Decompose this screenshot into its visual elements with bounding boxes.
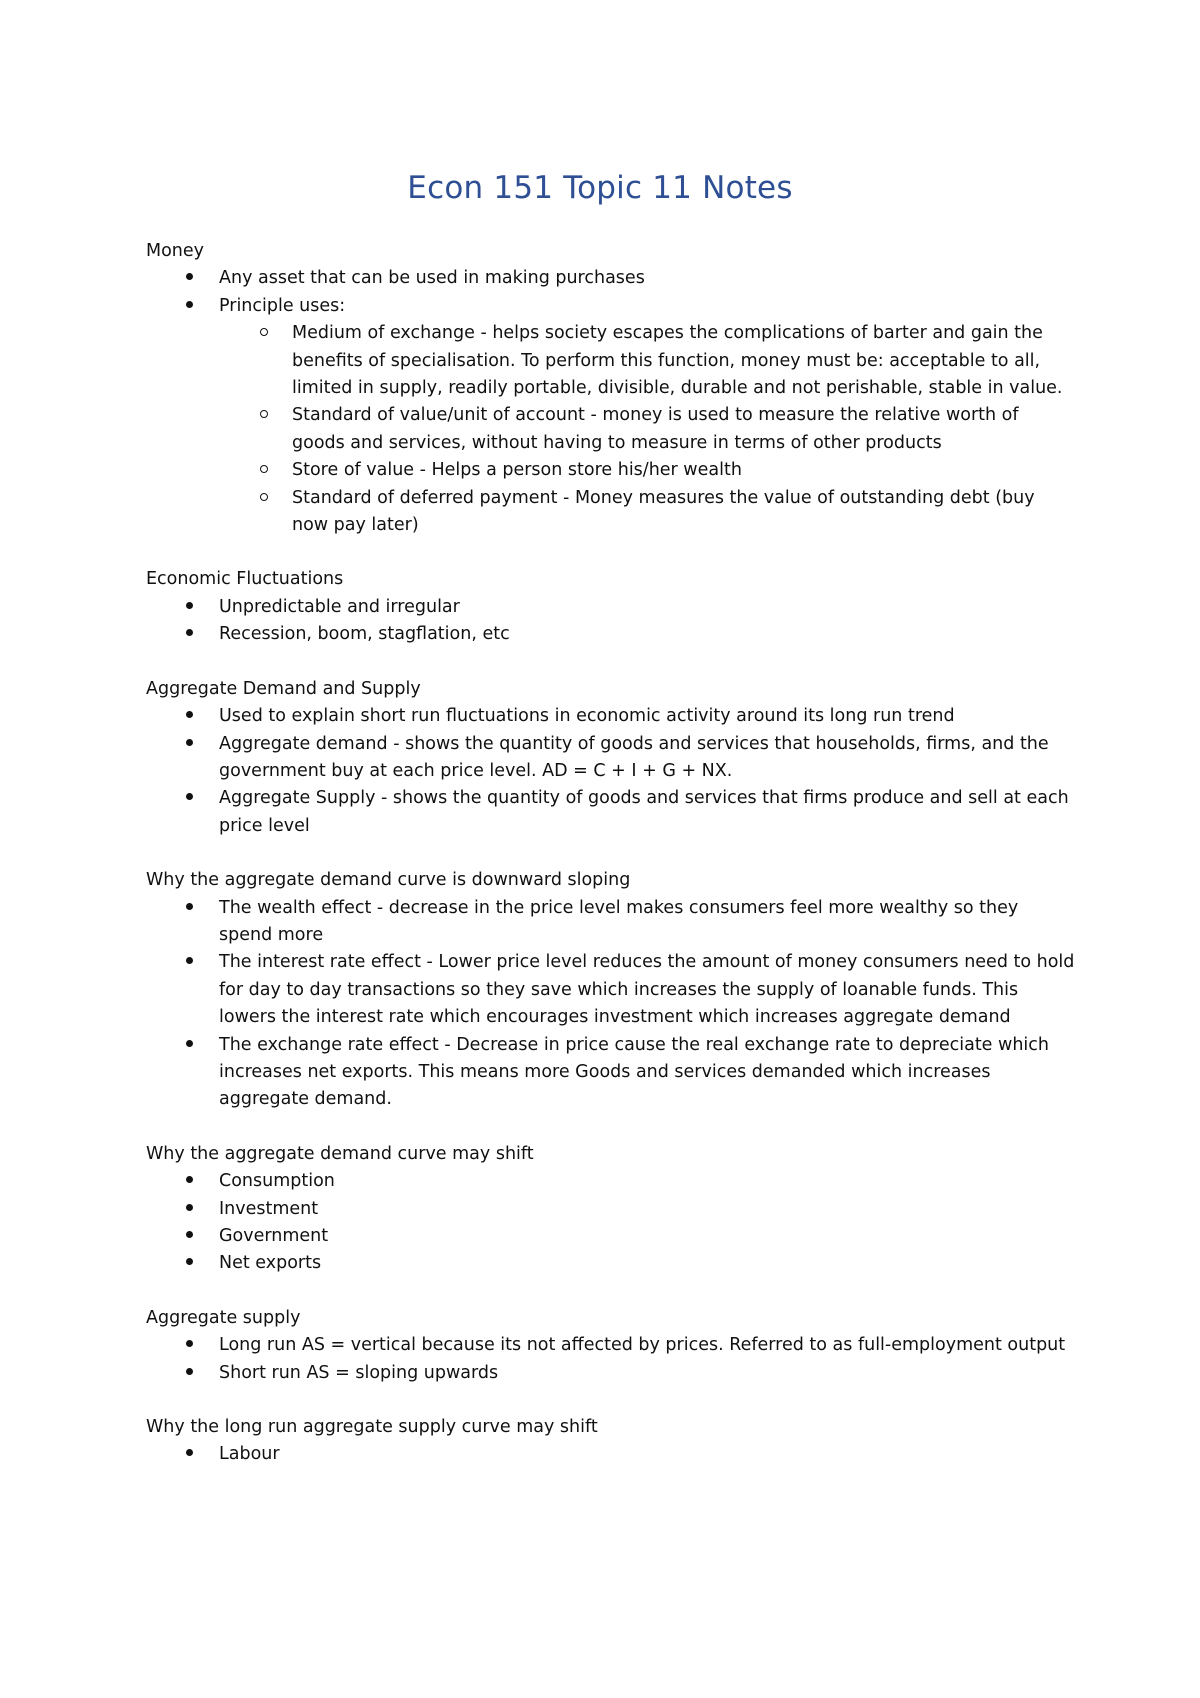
bullet-list — [146, 594, 1076, 649]
section-lras-shift — [146, 1414, 1076, 1469]
sub-list-item: Medium of exchange - helps society escapes the complications of barter and gain the benefits of specialisation. To perform this function, money must be: acceptable to all, limited in supply, readily portable, divisible, durable and not perishable, stable in value. — [292, 320, 1076, 402]
list-item: Recession, boom, stagflation, etc — [219, 621, 1076, 648]
list-item: The interest rate effect - Lower price level reduces the amount of money consumers need to hold for day to day transactions so they save which increases the supply of loanable funds. This lowers the interest rate which encourages investment which increases aggregate demand — [219, 949, 1076, 1031]
bullet-list — [146, 1168, 1076, 1278]
list-item: Used to explain short run fluctuations in economic activity around its long run trend — [219, 703, 1076, 730]
bullet-list — [146, 1332, 1076, 1387]
sub-list-item: Store of value - Helps a person store his/her wealth — [292, 457, 1076, 484]
document-body — [146, 238, 1076, 1496]
list-item: Unpredictable and irregular — [219, 594, 1076, 621]
section-money — [146, 238, 1076, 539]
section-heading: Aggregate Demand and Supply — [146, 678, 421, 699]
list-item: Aggregate demand - shows the quantity of goods and services that households, firms, and the government buy at each price level. AD = C + I + G + NX. — [219, 731, 1076, 786]
sub-list-item: Standard of deferred payment - Money measures the value of outstanding debt (buy now pay later) — [292, 485, 1076, 540]
section-heading: Economic Fluctuations — [146, 569, 344, 590]
section-aggregate-supply — [146, 1305, 1076, 1387]
list-item: Short run AS = sloping upwards — [219, 1360, 1076, 1387]
list-item — [219, 293, 1076, 540]
section-economic-fluctuations — [146, 566, 1076, 648]
list-item: Any asset that can be used in making purchases — [219, 265, 1076, 292]
bullet-list — [146, 1441, 1076, 1468]
list-item: Long run AS = vertical because its not affected by prices. Referred to as full-employment output — [219, 1332, 1076, 1359]
section-heading: Why the long run aggregate supply curve may shift — [146, 1417, 598, 1438]
list-item: The exchange rate effect - Decrease in price cause the real exchange rate to depreciate which increases net exports. This means more Goods and services demanded which increases aggregate demand. — [219, 1032, 1076, 1114]
list-item: Aggregate Supply - shows the quantity of goods and services that firms produce and sell at each price level — [219, 785, 1076, 840]
list-item: Labour — [219, 1441, 1076, 1468]
list-item-text: Principle uses: — [219, 295, 346, 316]
document-title: Econ 151 Topic 11 Notes — [407, 170, 793, 206]
section-heading: Money — [146, 241, 205, 261]
section-aggregate-demand-supply — [146, 676, 1076, 840]
list-item: Government — [219, 1223, 1076, 1250]
bullet-list — [146, 895, 1076, 1114]
sub-bullet-list — [219, 320, 1076, 539]
section-heading: Why the aggregate demand curve may shift — [146, 1143, 534, 1164]
bullet-list — [146, 265, 1076, 539]
section-heading: Aggregate supply — [146, 1307, 301, 1328]
section-ad-shift — [146, 1141, 1076, 1278]
section-ad-downward-sloping — [146, 867, 1076, 1114]
sub-list-item: Standard of value/unit of account - money is used to measure the relative worth of goods and services, without having to measure in terms of other products — [292, 402, 1076, 457]
list-item: Net exports — [219, 1250, 1076, 1277]
section-heading: Why the aggregate demand curve is downward sloping — [146, 870, 631, 891]
list-item: Consumption — [219, 1168, 1076, 1195]
bullet-list — [146, 703, 1076, 840]
list-item: The wealth effect - decrease in the price level makes consumers feel more wealthy so they spend more — [219, 895, 1076, 950]
list-item: Investment — [219, 1196, 1076, 1223]
